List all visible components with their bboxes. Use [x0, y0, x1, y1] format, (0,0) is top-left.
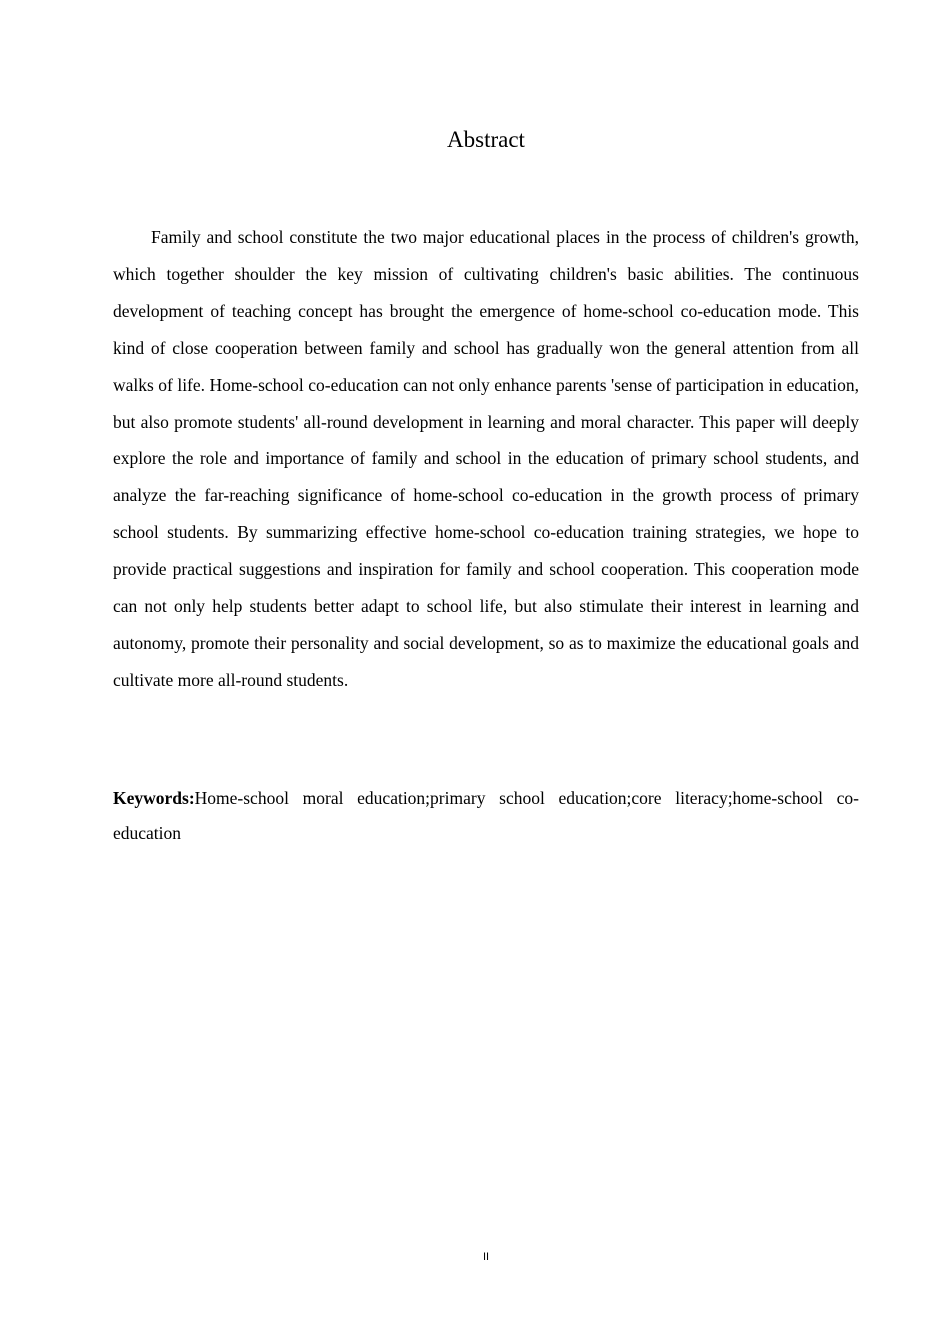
abstract-body: Family and school constitute the two major educational places in the process of children's growth, which together shoulder the key mission of cultivating children's basic abilities. The continuous development of teaching concept has brought the emergence of home-school co-education mode. This kind of close cooperation between family and school has gradually won the general attention from all walks of life. Home-school co-education can not only enhance parents 'sense of participation in education, but also promote students' all-round development in learning and moral character. This paper will deeply explore the role and importance of family and school in the education of primary school students, and analyze the far-reaching significance of home-school co-education in the growth process of primary school students. By summarizing effective home-school co-education training strategies, we hope to provide practical suggestions and inspiration for family and school cooperation. This cooperation mode can not only help students better adapt to school life, but also stimulate their interest in learning and autonomy, promote their personality and social development, so as to maximize the educational goals and cultivate more all-round students. — [113, 227, 859, 690]
keywords-text: Home-school moral education;primary school education;core literacy;home-school co-education — [113, 788, 859, 843]
page-number: II — [482, 1251, 490, 1263]
keywords-label: Keywords: — [113, 788, 195, 808]
abstract-title: Abstract — [447, 127, 525, 152]
keywords-paragraph — [113, 781, 859, 850]
